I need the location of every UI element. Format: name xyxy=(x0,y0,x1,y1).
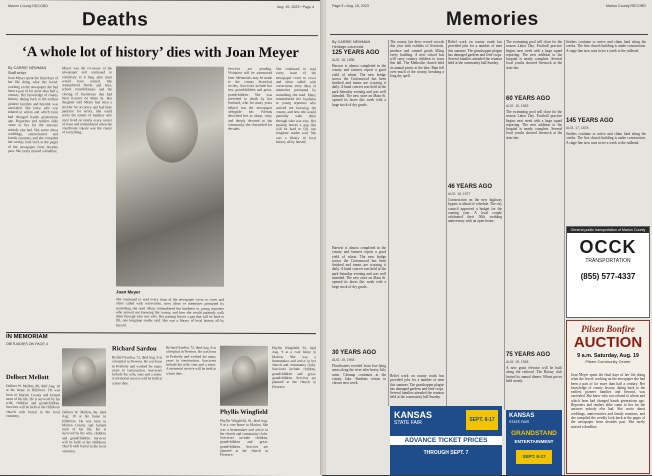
ad-kansas2-title: KANSAS xyxy=(509,413,535,419)
ad-occk-sub: TRANSPORTATION xyxy=(585,258,631,264)
ad-kansas2-sub: STATE FAIR xyxy=(509,420,530,424)
memories-byline: By CARRIE NEWMAN Heritage columnist xyxy=(332,40,371,49)
year-head-125: 125 YEARS AGO xyxy=(332,50,380,56)
main-headline: ‘A whole lot of history’ dies with Joan Meyer xyxy=(22,44,299,62)
ad-kansas2-big: GRANDSTAND xyxy=(511,430,557,437)
year-sub-75: AUG. 19, 1948 xyxy=(506,360,529,364)
obit-photo-wingfield xyxy=(220,346,268,406)
masthead-rule xyxy=(6,34,318,36)
photo-caption: Joan Meyer xyxy=(116,289,141,295)
ad-occk-phone: (855) 577-4337 xyxy=(580,272,636,281)
year-head-75: 75 YEARS AGO xyxy=(506,352,551,358)
obit-name-mellott: Delbert Mellott xyxy=(6,374,49,382)
ad-auction-listing: Joan Meyer spent the final days of her life doing what she loved: working on the newspaper she had been a part of for more than half a century. Her knowledge of county history, dating back to the earliest pioneer families and beyond, was unrivaled. She knew who was related to whom and which farm had changed hands generations ago. Reporters and readers alike came to her for the answers nobody else had. She wrote about weddings, anniversaries and family reunions, and she compiled the weekly look back at the pages of the newspaper from decades past. She rarely missed a deadline. xyxy=(571,373,645,429)
obit-text-sardou: Richard Sardou, 72, died Aug. 8 at a hospital in Newton. He was born in Peabody and worked for many years in construction. Survivors include his wife, sons and a sister. A memorial service will be held at a later date. xyxy=(112,355,162,386)
memories-col-46: Construction on the new highway bypass is ahead of schedule. The city council approved a budget for the coming year. A local couple celebrated their 50th wedding anniversary with an open house. xyxy=(448,198,502,224)
ad-auction-location: Pilsen Community Center xyxy=(585,359,631,364)
ad-kansas1-sub: STATE FAIR xyxy=(394,420,422,426)
ad-kansas1-bar: ADVANCE TICKET PRICES xyxy=(390,436,502,445)
year-sub-30: AUG. 19, 1993 xyxy=(332,358,355,362)
ad-kansas2-dates: SEPT. 8-17 xyxy=(516,450,552,464)
obit-photo-mellott xyxy=(62,348,106,406)
ad-occk-logo: OCCK xyxy=(579,237,637,257)
ad-occk-transportation xyxy=(566,226,650,318)
column-rule xyxy=(504,40,505,410)
story-column-3: Services are pending. Visitation will be announced later. Memorials may be made to the county historical society. Survivors include her son, grandchildren and great-grandchildren. She was preceded in death by her husband, who for many years helped run the newspaper alongside her. Friends described her as sharp, witty and deeply devoted to the community she chronicled for decades. xyxy=(228,66,272,131)
ad-auction-title: Pilsen Bonfire xyxy=(581,324,635,334)
section-title-memories: Memories xyxy=(446,9,539,30)
in-memoriam-header: IN MEMORIAM xyxy=(6,332,316,341)
obit-text-sardou-cont: Richard Sardou, 72, died Aug. 8 at a hospital in Newton. He was born in Peabody and worked for many years in construction. Survivors include his wife, sons and a sister. A memorial service will be held at a later date. xyxy=(166,345,216,376)
column-rule xyxy=(564,40,565,475)
ad-kansas1-title: KANSAS xyxy=(394,410,433,420)
right-page xyxy=(326,0,652,475)
year-sub-46: AUG. 18, 1977 xyxy=(448,192,471,196)
memories-col-60: The swimming pool will close for the season Labor Day. Football practice begins next week with a large squad reporting. The new addition to the hospital is nearly complete. Several local youths showed livestock at the state fair. xyxy=(506,110,562,140)
memories-col-125-cont: Harvest is almost completed in the county and farmers report a good yield of wheat. The new bridge across the Cottonwood has been finished and teams are crossing it daily. A band concert was held in the park Saturday evening and was well attended. The new store on Main St. opened its doors this week with a large stock of dry goods. xyxy=(332,246,386,289)
year-head-145: 145 YEARS AGO xyxy=(566,118,614,124)
column-rule xyxy=(388,40,389,406)
year-sub-145: AUG. 17, 1878 xyxy=(566,126,589,130)
joan-meyer-photo xyxy=(116,66,224,286)
year-head-60: 60 YEARS AGO xyxy=(506,96,551,102)
year-head-46: 46 YEARS AGO xyxy=(448,184,493,190)
ad-kansas-fair-grandstand xyxy=(506,410,562,475)
year-sub-60: AUG. 15, 1963 xyxy=(506,104,529,108)
story-column-5: She continued to read every issue of the newspaper cover to cover and often called with corrections, story ideas or memories prompted by something she read. Many remembered her kindness to young reporters who arrived not knowing the county, and how she would patiently walk them through who was who. Her passing leaves a gap that will be hard to fill, one longtime reader said. She was a library of local history all by herself. xyxy=(116,297,224,328)
left-running-head-date: Aug. 15, 2023 • Page 4 xyxy=(276,4,314,10)
memories-col-3: Relief work on county roads has provided jobs for a number of men this summer. The grasshopper plague has damaged gardens and feed crops. Several families attended the reunion held at the community hall Sunday. xyxy=(448,40,502,66)
column-rule xyxy=(446,40,447,406)
in-memoriam-sub: OBITUARIES ON PAGE 4 xyxy=(6,342,48,347)
obit-text-mellott: Delbert W. Mellott, 86, died Aug. 10 at his home in Hillsboro. He was born in Marion County and farmed most of his life. He is survived by his wife, children and grandchildren. Services will be held at the Hillsboro church with burial in the local cemetery. xyxy=(6,384,60,419)
memories-col-5-top: Settlers continue to arrive and claim land along the creeks. The first church building is under construction. A stage line now runs twice a week to the railhead. xyxy=(566,40,646,53)
year-head-30: 30 YEARS AGO xyxy=(332,350,377,356)
right-running-head-paper: Marion County RECORD xyxy=(606,4,646,8)
ad-kansas1-dates: SEPT. 8-17 xyxy=(466,410,498,430)
story-column-2: Meyer was the co-owner of the newspaper and continued to contribute to it long after most would have retired. She remembered floods and fires, school consolidations and the closing of businesses that had been fixtures on Main St. Her daughter said Meyer had been a stickler for accuracy and had little patience for errors. She could recite the names of families who once lived on nearly every corner of town and remembered when the courthouse square was the center of everything. xyxy=(62,66,112,135)
memories-col-2-lower: Relief work on county roads has provided jobs for a number of men this summer. The grasshopper plague has damaged gardens and feed crops. Several families attended the reunion held at the community hall Sunday. xyxy=(390,374,444,400)
story-column-1: Joan Meyer spent the final days of her life doing what she loved: working on the newspaper she had been a part of for more than half a century. Her knowledge of county history, dating back to the earliest pioneer families and beyond, was unrivaled. She knew who was related to whom and which farm had changed hands generations ago. Reporters and readers alike came to her for the answers nobody else had. She wrote about weddings, anniversaries and family reunions, and she compiled the weekly look back at the pages of the newspaper from decades past. She rarely missed a deadline. xyxy=(8,76,58,154)
left-running-head-paper: Marion County RECORD xyxy=(8,4,48,9)
ad-auction-big: AUCTION xyxy=(573,334,643,351)
memories-col-30: Floodwaters receded from low-lying areas along the river after heavy July rains. Cleanup continues at the county lake. Students return to classes next week. xyxy=(332,364,386,386)
obit-text-wingfield-cont: Phyllis Wingfield, 91, died Aug. 9 at a care home in Marion. She was a homemaker and active in her church and community clubs. Survivors include children, grandchildren and great-grandchildren. Services are planned at the church in Florence. xyxy=(272,345,316,389)
ad-auction-date: 9 a.m. Saturday, Aug. 19 xyxy=(577,353,639,359)
memories-col-125: Harvest is almost completed in the county and farmers report a good yield of wheat. The new bridge across the Cottonwood has been finished and teams are crossing it daily. A band concert was held in the park Saturday evening and was well attended. The new store on Main St. opened its doors this week with a large stock of dry goods. xyxy=(332,64,386,107)
ad-kansas1-through: THROUGH SEPT. 7 xyxy=(423,450,469,456)
ad-kansas2-ent: ENTERTAINMENT xyxy=(514,439,554,444)
ad-occk-topbar: General public transportation of Marion County xyxy=(567,227,649,233)
obit-text-wingfield: Phyllis Wingfield, 91, died Aug. 9 at a care home in Marion. She was a homemaker and active in her church and community clubs. Survivors include children, grandchildren and great-grandchildren. Services are planned at the church in Florence. xyxy=(220,418,268,458)
memories-masthead-rule xyxy=(330,34,648,35)
obit-name-sardou: Richard Sardou xyxy=(112,345,157,353)
obit-text-mellott-cont: Delbert W. Mellott, 86, died Aug. 10 at his home in Hillsboro. He was born in Marion County and farmed most of his life. He is survived by his wife, children and grandchildren. Services will be held at the Hillsboro church with burial in the local cemetery. xyxy=(62,410,106,453)
section-title-deaths: Deaths xyxy=(82,9,149,31)
memories-col-145: Settlers continue to arrive and claim land along the creeks. The first church building is under construction. A stage line now runs twice a week to the railhead. xyxy=(566,132,646,145)
memories-col-75: A new grain elevator will be built along the railroad. The Rotary club hosted its annual dinner. Wheat prices held steady. xyxy=(506,366,562,383)
byline: By CARRIE NEWMAN Staff writer xyxy=(8,66,47,75)
ad-kansas-fair-advance xyxy=(390,406,502,475)
right-running-head-date: Page 5 • Aug. 15, 2023 xyxy=(332,4,369,8)
memories-col-4-top: The swimming pool will close for the season Labor Day. Football practice begins next week with a large squad reporting. The new addition to the hospital is nearly complete. Several local youths showed livestock at the state fair. xyxy=(506,40,562,70)
story-column-4: She continued to read every issue of the newspaper cover to cover and often called with corrections, story ideas or memories prompted by something she read. Many remembered her kindness to young reporters who arrived not knowing the county, and how she would patiently walk them through who was who. Her passing leaves a gap that will be hard to fill, one longtime reader said. She was a library of local history all by herself. xyxy=(276,66,316,145)
left-page xyxy=(0,0,322,476)
memories-col-2: The county fair drew record crowds this year with exhibits of livestock, produce and canned goods filling every building. A new school bus will carry country children to town this fall. The Methodist church held its annual picnic at the lake. Rain fell over much of the county, breaking a long dry spell. xyxy=(390,40,444,79)
year-sub-125: AUG. 18, 1898 xyxy=(332,58,355,62)
ad-auction xyxy=(566,320,650,474)
obit-name-wingfield: Phyllis Wingfield xyxy=(220,408,268,416)
